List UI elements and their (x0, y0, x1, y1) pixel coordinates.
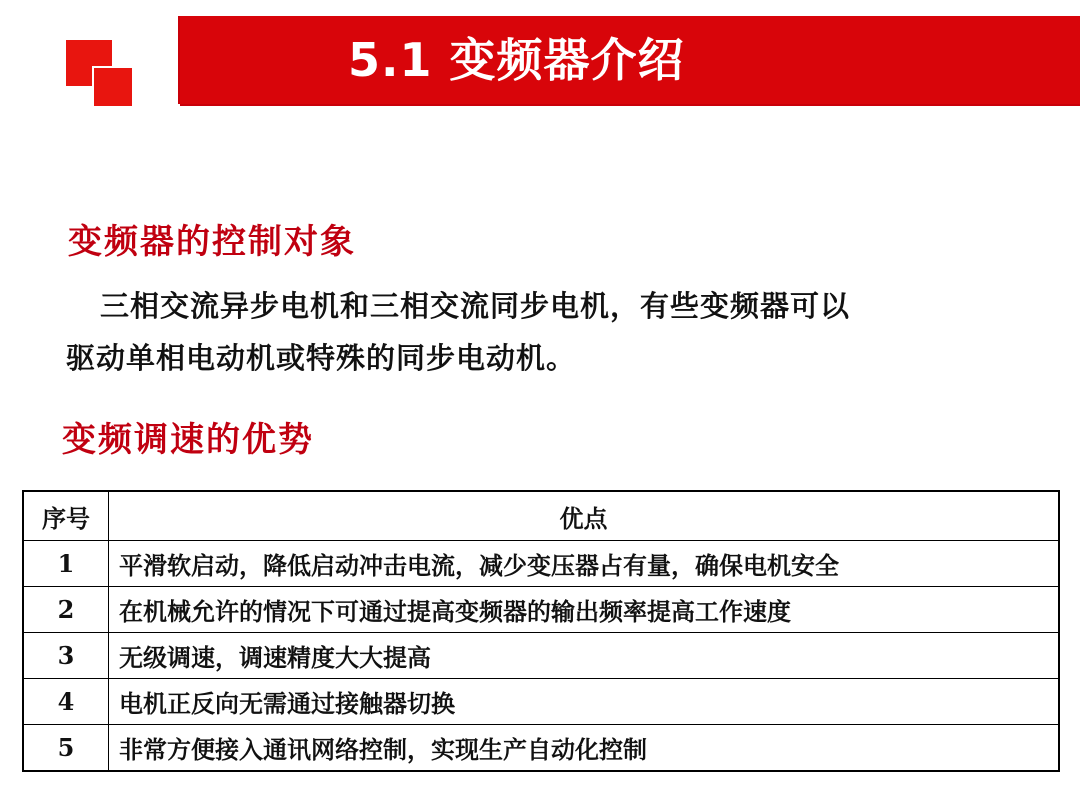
section-paragraph (66, 280, 1016, 384)
paragraph-line-2: 驱动单相电动机或特殊的同步电动机。 (66, 341, 577, 375)
table-header-row (23, 491, 1059, 541)
table-cell-advantage: 平滑软启动，降低启动冲击电流，减少变压器占有量，确保电机安全 (109, 541, 1060, 587)
slide-title: 5.1 变频器介绍 (348, 33, 685, 87)
table-cell-number: 2 (23, 587, 109, 633)
section-heading-advantages: 变频调速的优势 (62, 420, 314, 460)
table-row (23, 541, 1059, 587)
table-cell-advantage: 非常方便接入通讯网络控制，实现生产自动化控制 (109, 725, 1060, 772)
logo-square-front (92, 66, 134, 108)
table-row (23, 633, 1059, 679)
table-row (23, 587, 1059, 633)
table-header-cell: 优点 (109, 491, 1060, 541)
table-cell-number: 3 (23, 633, 109, 679)
table-cell-number: 4 (23, 679, 109, 725)
advantages-table (22, 490, 1060, 772)
table-row (23, 725, 1059, 772)
paragraph-line-1: 三相交流异步电机和三相交流同步电机，有些变频器可以 (100, 289, 851, 323)
table-cell-number: 5 (23, 725, 109, 772)
table-cell-number: 1 (23, 541, 109, 587)
table-header-cell: 序号 (23, 491, 109, 541)
slide-logo (66, 40, 132, 106)
section-heading-control-targets: 变频器的控制对象 (68, 222, 356, 262)
table-cell-advantage: 在机械允许的情况下可通过提高变频器的输出频率提高工作速度 (109, 587, 1060, 633)
title-bar (180, 16, 1080, 104)
table-cell-advantage: 电机正反向无需通过接触器切换 (109, 679, 1060, 725)
table-row (23, 679, 1059, 725)
table-cell-advantage: 无级调速，调速精度大大提高 (109, 633, 1060, 679)
